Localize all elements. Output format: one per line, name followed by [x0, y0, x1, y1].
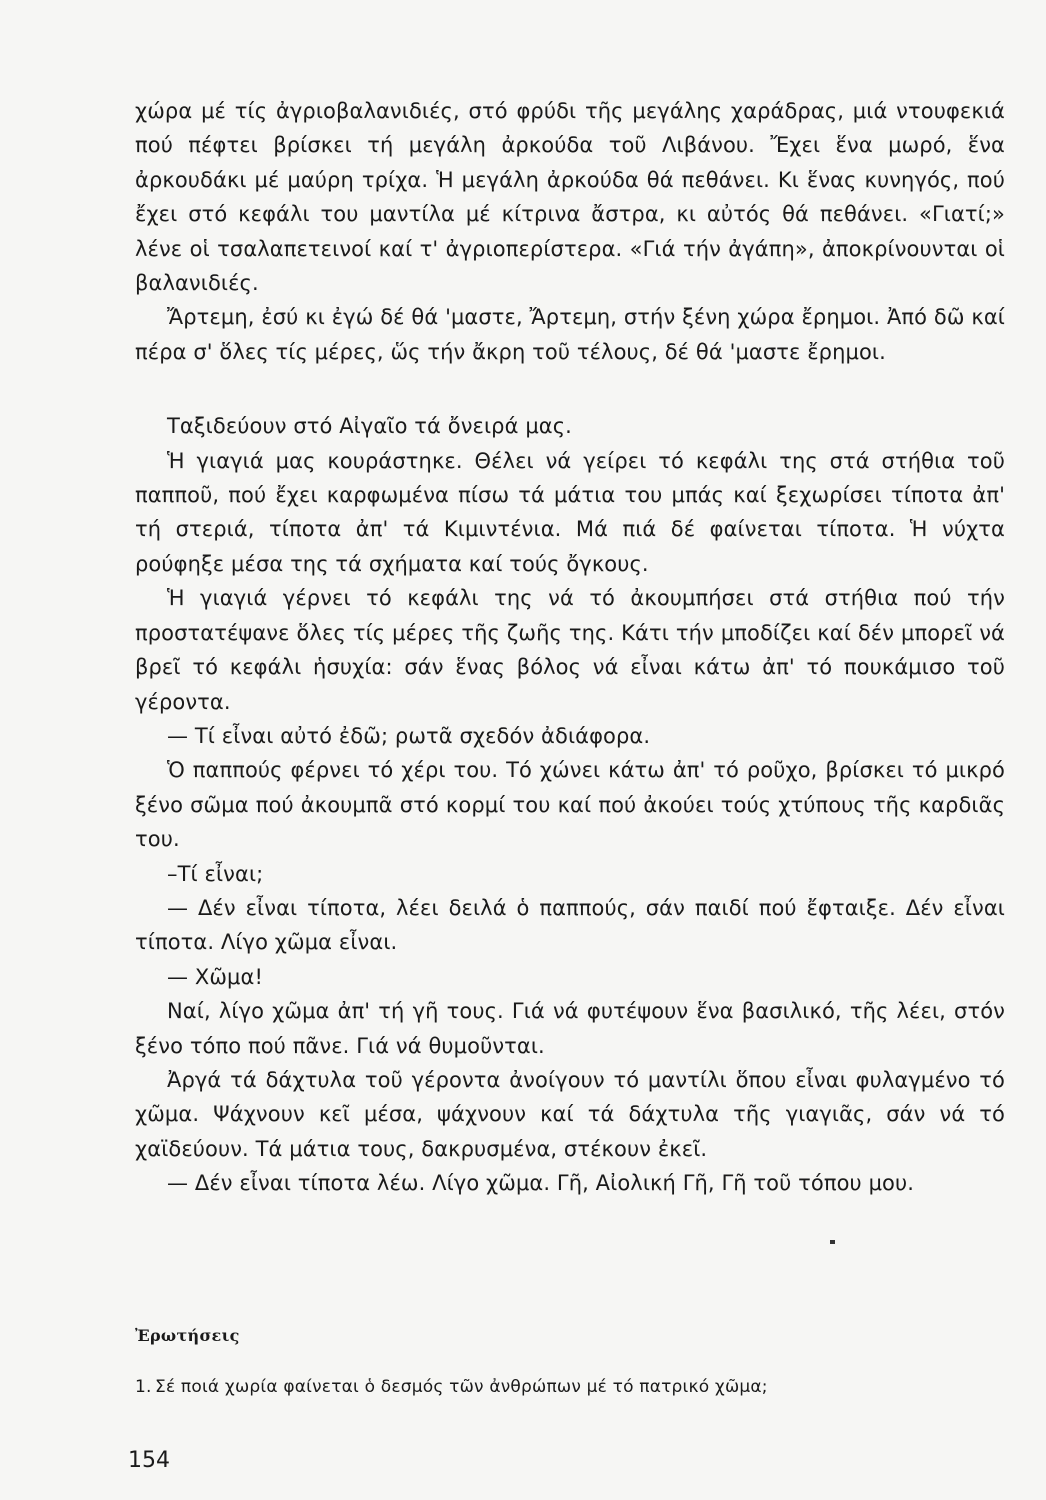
- paragraph-gap: [135, 369, 1005, 409]
- question-item: [135, 1376, 1015, 1398]
- page-number: 154: [128, 1448, 170, 1473]
- end-mark: [830, 1240, 835, 1244]
- dialogue-line: — Χῶμα!: [167, 964, 263, 989]
- paragraph: χώρα μέ τίς ἀγριοβαλανιδιές, στό φρύδι τῆς μεγάλης χαράδρας, μιά ντουφεκιά πού πέφτει βρίσκει τή μεγάλη ἀρκούδα τοῦ Λιβάνου. Ἔχει ἕνα μωρό, ἕνα ἀρκουδάκι μέ μαύρη τρίχα. Ἡ μεγάλη ἀρκούδα θά πεθάνει. Κι ἕνας κυνηγός, πού ἔχει στό κεφάλι του μαντίλα μέ κίτρινα ἄστρα, κι αὐτός θά πεθάνει. «Γιατί;» λένε οἱ τσαλαπετεινοί καί τ' ἀγριοπερίστερα. «Γιά τήν ἀγάπη», ἀποκρίνουνται οἱ βαλανιδιές.: [135, 99, 1005, 296]
- paragraph: Ταξιδεύουν στό Αἰγαῖο τά ὄνειρά μας.: [167, 414, 572, 439]
- dialogue-line: — Δέν εἶναι τίποτα λέω. Λίγο χῶμα. Γῆ, Αἰολική Γῆ, Γῆ τοῦ τόπου μου.: [167, 1171, 914, 1196]
- paragraph: Ἀργά τά δάχτυλα τοῦ γέροντα ἀνοίγουν τό μαντίλι ὅπου εἶναι φυλαγμένο τό χῶμα. Ψάχνουν κεῖ μέσα, ψάχνουν καί τά δάχτυλα τῆς γιαγιᾶς, σάν νά τό χαϊδεύουν. Τά μάτια τους, δακρυσμένα, στέκουν ἐκεῖ.: [135, 1067, 1005, 1161]
- paragraph: Ναί, λίγο χῶμα ἀπ' τή γῆ τους. Γιά νά φυτέψουν ἕνα βασιλικό, τῆς λέει, στόν ξένο τόπο πού πᾶνε. Γιά νά θυμοῦνται.: [135, 999, 1005, 1058]
- dialogue-line: –Τί εἶναι;: [167, 861, 264, 886]
- paragraph: Ἄρτεμη, ἐσύ κι ἐγώ δέ θά 'μαστε, Ἄρτεμη, στήν ξένη χώρα ἔρημοι. Ἀπό δῶ καί πέρα σ' ὅλες τίς μέρες, ὥς τήν ἄκρη τοῦ τέλους, δέ θά 'μαστε ἔρημοι.: [135, 305, 1005, 364]
- dialogue-line: — Δέν εἶναι τίποτα, λέει δειλά ὁ παππούς, σάν παιδί πού ἔφταιξε. Δέν εἶναι τίποτα. Λίγο χῶμα εἶναι.: [135, 895, 1005, 955]
- paragraph: Ἡ γιαγιά μας κουράστηκε. Θέλει νά γείρει τό κεφάλι της στά στήθια τοῦ παπποῦ, πού ἔχει καρφωμένα πίσω τά μάτια του μπάς καί ξεχωρίσει τίποτα ἀπ' τή στεριά, τίποτα ἀπ' τά Κιμιντένια. Μά πιά δέ φαίνεται τίποτα. Ἡ νύχτα ρούφηξε μέσα της τά σχήματα καί τούς ὄγκους.: [135, 448, 1005, 576]
- questions-title: Ἐρωτήσεις: [135, 1326, 240, 1345]
- question-text: Σέ ποιά χωρία φαίνεται ὁ δεσμός τῶν ἀνθρώπων μέ τό πατρικό χῶμα;: [155, 1377, 768, 1397]
- question-number: 1.: [135, 1377, 152, 1397]
- paragraph: Ὁ παππούς φέρνει τό χέρι του. Τό χώνει κάτω ἀπ' τό ροῦχο, βρίσκει τό μικρό ξένο σῶμα πού ἀκουμπᾶ στό κορμί του καί πού ἀκούει τούς χτύπους τῆς καρδιᾶς του.: [135, 758, 1005, 852]
- body-text: [135, 94, 1005, 1201]
- dialogue-line: — Τί εἶναι αὐτό ἐδῶ; ρωτᾶ σχεδόν ἀδιάφορα.: [167, 723, 651, 748]
- paragraph: Ἡ γιαγιά γέρνει τό κεφάλι της νά τό ἀκουμπήσει στά στήθια πού τήν προστατέψανε ὅλες τίς μέρες τῆς ζωῆς της. Κάτι τήν μποδίζει καί δέν μπορεῖ νά βρεῖ τό κεφάλι ἡσυχία: σάν ἕνας βόλος νά εἶναι κάτω ἀπ' τό πουκάμισο τοῦ γέροντα.: [135, 586, 1005, 714]
